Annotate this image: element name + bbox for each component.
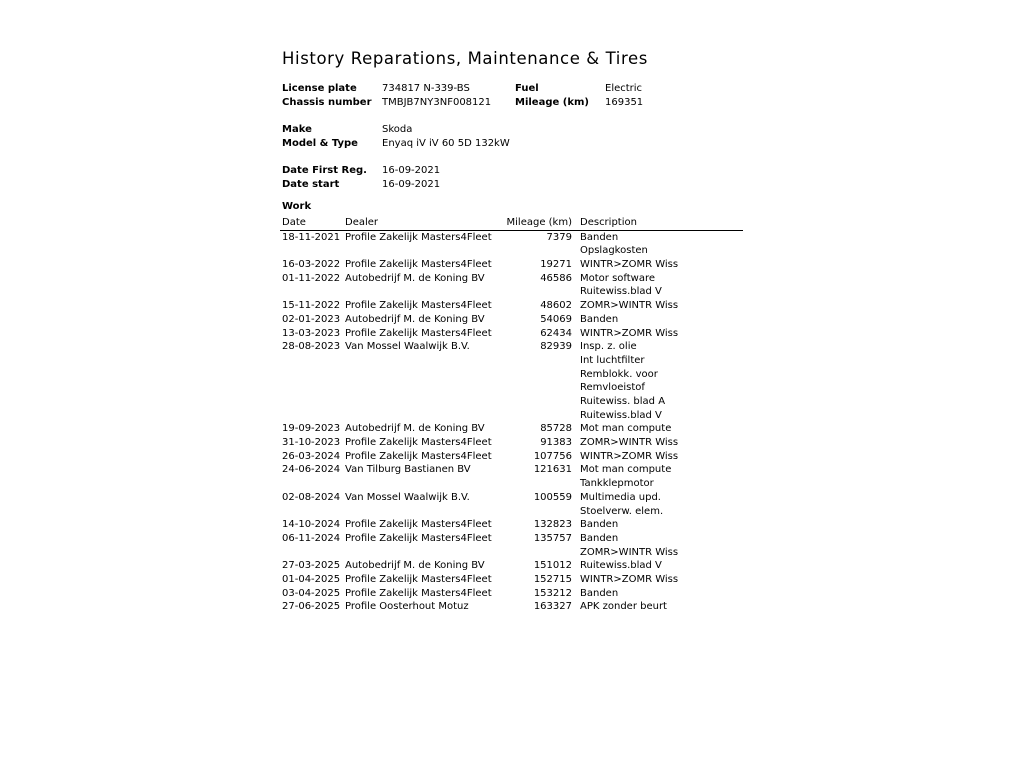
- description-line: WINTR>ZOMR Wiss: [580, 450, 679, 462]
- info-row: [282, 164, 742, 178]
- table-row: [280, 532, 743, 559]
- row-dealer: Profile Zakelijk Masters4Fleet: [345, 231, 492, 243]
- description-line: Remvloeistof: [580, 382, 645, 394]
- row-date: 15-11-2022: [282, 300, 341, 312]
- table-row: [280, 313, 743, 327]
- table-row: [280, 299, 743, 313]
- page-title: History Reparations, Maintenance & Tires: [282, 49, 648, 68]
- description-line: Ruitewiss.blad V: [580, 560, 662, 572]
- license-plate-label: License plate: [282, 83, 357, 94]
- row-description: [580, 491, 663, 518]
- row-dealer: Profile Zakelijk Masters4Fleet: [345, 587, 492, 599]
- description-line: Remblokk. voor: [580, 368, 658, 380]
- row-description: [580, 327, 678, 341]
- row-dealer: Profile Zakelijk Masters4Fleet: [345, 532, 492, 544]
- row-mileage: 82939: [540, 341, 572, 353]
- row-description: [580, 532, 678, 559]
- first-reg-label: Date First Reg.: [282, 165, 367, 177]
- row-dealer: Profile Oosterhout Motuz: [345, 601, 469, 613]
- row-dealer: Van Mossel Waalwijk B.V.: [345, 491, 470, 503]
- date-start-label: Date start: [282, 178, 340, 190]
- description-line: Banden: [580, 519, 619, 531]
- description-line: Banden: [580, 313, 619, 325]
- fuel-value: Electric: [605, 83, 643, 94]
- fuel-label: Fuel: [515, 83, 539, 94]
- row-mileage: 91383: [540, 437, 572, 449]
- make-value: Skoda: [382, 124, 413, 136]
- row-date: 16-03-2022: [282, 259, 341, 271]
- row-mileage: 151012: [533, 560, 572, 572]
- row-description: [580, 299, 678, 313]
- row-mileage: 100559: [533, 491, 572, 503]
- description-line: Banden: [580, 532, 619, 544]
- description-line: ZOMR>WINTR Wiss: [580, 546, 679, 558]
- description-line: WINTR>ZOMR Wiss: [580, 327, 679, 339]
- row-description: [580, 422, 671, 436]
- table-row: [280, 436, 743, 450]
- row-date: 01-04-2025: [282, 574, 341, 586]
- row-date: 18-11-2021: [282, 231, 341, 243]
- row-dealer: Autobedrijf M. de Koning BV: [345, 272, 485, 284]
- description-line: Banden: [580, 231, 619, 243]
- table-row: [280, 340, 743, 422]
- row-date: 01-11-2022: [282, 272, 341, 284]
- row-date: 27-06-2025: [282, 601, 341, 613]
- chassis-label: Chassis number: [282, 96, 372, 108]
- description-line: Banden: [580, 587, 619, 599]
- row-mileage: 107756: [533, 450, 572, 462]
- table-row: [280, 559, 743, 573]
- description-line: Mot man compute: [580, 464, 672, 476]
- row-date: 02-08-2024: [282, 491, 341, 503]
- work-table-body: [280, 231, 743, 614]
- description-line: Insp. z. olie: [580, 341, 637, 353]
- row-description: [580, 600, 667, 614]
- row-mileage: 19271: [540, 259, 572, 271]
- table-row: [280, 600, 743, 614]
- row-mileage: 48602: [540, 300, 572, 312]
- row-mileage: 7379: [546, 231, 572, 243]
- table-row: [280, 231, 743, 258]
- table-row: [280, 463, 743, 490]
- row-date: 27-03-2025: [282, 560, 341, 572]
- mileage-value: 169351: [605, 96, 644, 108]
- row-dealer: Profile Zakelijk Masters4Fleet: [345, 259, 492, 271]
- description-line: Stoelverw. elem.: [580, 505, 664, 517]
- description-line: WINTR>ZOMR Wiss: [580, 259, 679, 271]
- row-description: [580, 258, 678, 272]
- description-line: Tankklepmotor: [580, 478, 654, 490]
- table-row: [280, 587, 743, 601]
- row-description: [580, 450, 678, 464]
- info-row: [282, 123, 742, 137]
- row-description: [580, 463, 671, 490]
- row-description: [580, 436, 678, 450]
- row-dealer: Profile Zakelijk Masters4Fleet: [345, 437, 492, 449]
- row-dealer: Autobedrijf M. de Koning BV: [345, 560, 485, 572]
- row-mileage: 153212: [533, 587, 572, 599]
- info-row: [282, 178, 742, 192]
- date-start-value: 16-09-2021: [382, 178, 441, 190]
- row-mileage: 135757: [533, 532, 572, 544]
- make-label: Make: [282, 124, 312, 136]
- row-description: [580, 587, 618, 601]
- row-dealer: Profile Zakelijk Masters4Fleet: [345, 519, 492, 531]
- row-mileage: 163327: [533, 601, 572, 613]
- row-date: 31-10-2023: [282, 437, 341, 449]
- row-dealer: Van Mossel Waalwijk B.V.: [345, 341, 470, 353]
- license-plate-value: 734817 N-339-BS: [382, 83, 470, 94]
- row-dealer: Van Tilburg Bastianen BV: [345, 464, 471, 476]
- mileage-label: Mileage (km): [515, 96, 589, 108]
- row-description: [580, 573, 678, 587]
- row-description: [580, 231, 648, 258]
- table-row: [280, 272, 743, 299]
- description-line: Ruitewiss.blad V: [580, 286, 662, 298]
- info-row: [282, 96, 742, 110]
- description-line: APK zonder beurt: [580, 601, 667, 613]
- row-description: [580, 518, 618, 532]
- table-row: [280, 258, 743, 272]
- row-mileage: 54069: [540, 313, 572, 325]
- row-mileage: 132823: [533, 519, 572, 531]
- description-line: Ruitewiss.blad V: [580, 409, 662, 421]
- description-line: Ruitewiss. blad A: [580, 395, 666, 407]
- row-date: 13-03-2023: [282, 327, 341, 339]
- row-date: 24-06-2024: [282, 464, 341, 476]
- spacer: [282, 109, 742, 123]
- row-dealer: Profile Zakelijk Masters4Fleet: [345, 574, 492, 586]
- row-date: 02-01-2023: [282, 313, 341, 325]
- row-mileage: 62434: [540, 327, 572, 339]
- row-date: 26-03-2024: [282, 450, 341, 462]
- header-description: Description: [580, 217, 637, 228]
- work-section-label: Work: [282, 201, 312, 212]
- description-line: Int luchtfilter: [580, 354, 645, 366]
- row-description: [580, 559, 662, 573]
- row-mileage: 85728: [540, 423, 572, 435]
- row-date: 28-08-2023: [282, 341, 341, 353]
- work-table: [280, 216, 743, 614]
- header-mileage: Mileage (km): [506, 217, 572, 228]
- table-row: [280, 422, 743, 436]
- row-description: [580, 313, 618, 327]
- info-row: [282, 137, 742, 151]
- table-row: [280, 450, 743, 464]
- row-mileage: 152715: [533, 574, 572, 586]
- row-dealer: Profile Zakelijk Masters4Fleet: [345, 300, 492, 312]
- row-mileage: 121631: [533, 464, 572, 476]
- row-dealer: Profile Zakelijk Masters4Fleet: [345, 450, 492, 462]
- description-line: Motor software: [580, 272, 656, 284]
- table-row: [280, 491, 743, 518]
- model-value: Enyaq iV iV 60 5D 132kW: [382, 137, 510, 149]
- vehicle-info: [282, 82, 742, 192]
- table-row: [280, 573, 743, 587]
- description-line: ZOMR>WINTR Wiss: [580, 437, 679, 449]
- table-row: [280, 518, 743, 532]
- model-label: Model & Type: [282, 137, 358, 149]
- first-reg-value: 16-09-2021: [382, 165, 441, 177]
- header-dealer: Dealer: [345, 217, 379, 228]
- row-description: [580, 272, 662, 299]
- description-line: Mot man compute: [580, 423, 672, 435]
- row-dealer: Autobedrijf M. de Koning BV: [345, 423, 485, 435]
- row-date: 06-11-2024: [282, 532, 341, 544]
- work-table-header: [280, 216, 743, 231]
- row-mileage: 46586: [540, 272, 572, 284]
- description-line: Opslagkosten: [580, 245, 648, 257]
- chassis-value: TMBJB7NY3NF008121: [382, 96, 492, 108]
- table-row: [280, 327, 743, 341]
- description-line: WINTR>ZOMR Wiss: [580, 574, 679, 586]
- row-dealer: Autobedrijf M. de Koning BV: [345, 313, 485, 325]
- row-date: 19-09-2023: [282, 423, 341, 435]
- description-line: ZOMR>WINTR Wiss: [580, 300, 679, 312]
- row-dealer: Profile Zakelijk Masters4Fleet: [345, 327, 492, 339]
- description-line: Multimedia upd.: [580, 491, 661, 503]
- spacer: [282, 150, 742, 164]
- row-description: [580, 340, 665, 422]
- header-date: Date: [282, 217, 306, 228]
- info-row: [282, 82, 742, 96]
- row-date: 03-04-2025: [282, 587, 341, 599]
- row-date: 14-10-2024: [282, 519, 341, 531]
